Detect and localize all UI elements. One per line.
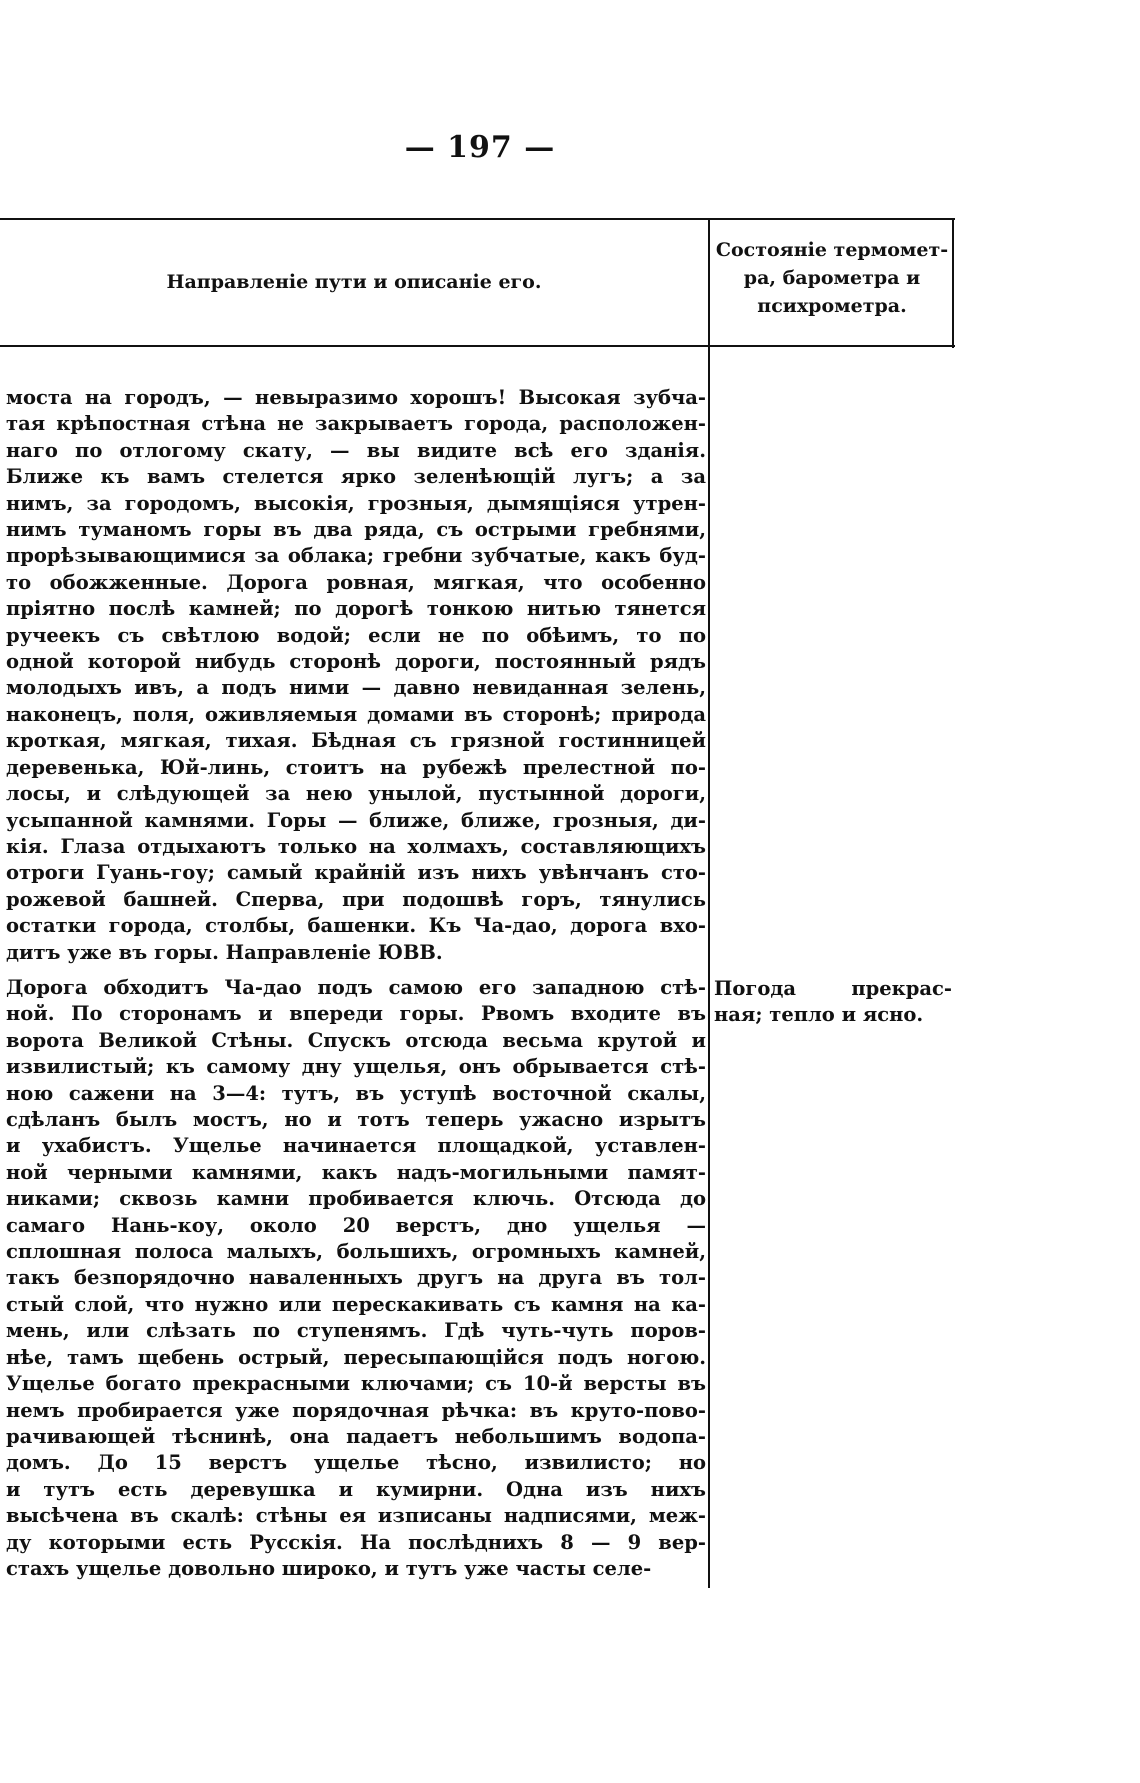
column-header-route <box>0 218 708 345</box>
text-line: рачивающей тѣснинѣ, она падаетъ небольшимъ водопа- <box>6 1424 706 1448</box>
route-paragraph-2 <box>6 975 706 1582</box>
text-line: стахъ ущелье довольно широко, и тутъ уже часты селе- <box>6 1556 652 1580</box>
text-line: домъ. До 15 верстъ ущелье тѣсно, извилисто; но <box>6 1451 706 1475</box>
text-line: усыпанной камнями. Горы — ближе, ближе, грозныя, ди- <box>6 808 706 832</box>
text-line: остатки города, столбы, башенки. Къ Ча-дао, дорога вхо- <box>6 914 706 938</box>
table-header-rule <box>0 345 955 347</box>
text-line: мень, или слѣзать по ступенямъ. Гдѣ чуть-чуть поров- <box>6 1319 706 1343</box>
text-line: деревенька, Юй-линь, стоитъ на рубежѣ прелестной по- <box>6 755 706 779</box>
text-line: рожевой башней. Сперва, при подошвѣ горъ, тянулись <box>6 887 706 911</box>
text-line: извилистый; къ самому дну ущелья, онъ обрывается стѣ- <box>6 1055 706 1079</box>
weather-note <box>714 976 952 1029</box>
text-line: немъ пробирается уже порядочная рѣчка: въ круто-пово- <box>6 1398 706 1422</box>
text-line: лосы, и слѣдующей за нею унылой, пустынной дороги, <box>6 782 706 806</box>
text-line: тая крѣпостная стѣна не закрываетъ города, расположен- <box>6 412 706 436</box>
text-line: сплошная полоса малыхъ, большихъ, огромныхъ камней, <box>6 1240 706 1264</box>
text-line: наго по отлогому скату, — вы видите всѣ его зданія. <box>6 438 706 462</box>
column-divider <box>708 218 710 1588</box>
column-header-instruments-line: психрометра. <box>757 295 907 317</box>
text-line: пріятно послѣ камней; по дорогѣ тонкою нитью тянется <box>6 597 706 621</box>
page-number: — 197 — <box>404 130 556 165</box>
column-header-route-text: Направленіе пути и описаніе его. <box>166 270 542 293</box>
text-line: ной черными камнями, какъ надъ-могильными памят- <box>6 1160 706 1184</box>
text-line: кія. Глаза отдыхаютъ только на холмахъ, составляющихъ <box>6 834 706 858</box>
column-header-instruments <box>710 236 954 320</box>
column-header-instruments-line: Состояніе термомет- <box>715 239 949 261</box>
text-line: наконецъ, поля, оживляемыя домами въ сторонѣ; природа <box>6 702 706 726</box>
route-paragraph-1 <box>6 385 706 966</box>
text-line: самаго Нань-коу, около 20 верстъ, дно ущелья — <box>6 1213 706 1237</box>
text-line: одной которой нибудь сторонѣ дороги, постоянный рядъ <box>6 650 706 674</box>
text-line: кроткая, мягкая, тихая. Бѣдная съ грязной гостинницей <box>6 729 706 753</box>
text-line: ная; тепло и ясно. <box>714 1003 924 1027</box>
text-line: ду которыми есть Русскія. На послѣднихъ 8 — 9 вер- <box>6 1530 706 1554</box>
text-line: нѣе, тамъ щебень острый, пересыпающійся подъ ногою. <box>6 1345 706 1369</box>
text-line: нимъ туманомъ горы въ два ряда, съ острыми гребнями, <box>6 518 706 542</box>
text-line: молодыхъ ивъ, а подъ ними — давно невиданная зелень, <box>6 676 706 700</box>
text-line: моста на городъ, — невыразимо хорошъ! Высокая зубча- <box>6 386 706 409</box>
text-line: ною сажени на 3—4: тутъ, въ уступѣ восточной скалы, <box>6 1081 706 1105</box>
text-line: Ближе къ вамъ стелется ярко зеленѣющій лугъ; а за <box>6 465 706 489</box>
text-line: высѣчена въ скалѣ: стѣны ея изписаны надписями, меж- <box>6 1504 706 1528</box>
text-line: ручеекъ съ свѣтлою водой; если не по обѣимъ, то по <box>6 623 706 647</box>
text-line: никами; сквозь камни пробивается ключь. Отсюда до <box>6 1187 706 1211</box>
text-line: прорѣзывающимися за облака; гребни зубчатые, какъ буд- <box>6 544 706 568</box>
text-line: Ущелье богато прекрасными ключами; съ 10-й версты въ <box>6 1372 706 1396</box>
text-line: нимъ, за городомъ, высокія, грозныя, дымящіяся утрен- <box>6 491 706 515</box>
text-line: ворота Великой Стѣны. Спускъ отсюда весьма крутой и <box>6 1028 706 1052</box>
text-line: сдѣланъ былъ мостъ, но и тотъ теперь ужасно изрытъ <box>6 1108 706 1132</box>
text-line: ной. По сторонамъ и впереди горы. Рвомъ входите въ <box>6 1002 706 1026</box>
column-header-instruments-line: ра, барометра и <box>743 267 921 289</box>
text-line: отроги Гуань-гоу; самый крайній изъ нихъ увѣнчанъ сто- <box>6 861 706 885</box>
text-line: и ухабистъ. Ущелье начинается площадкой, уставлен- <box>6 1134 706 1158</box>
text-line: то обожженные. Дорога ровная, мягкая, что особенно <box>6 570 706 594</box>
text-line: дитъ уже въ горы. Направленіе ЮВВ. <box>6 940 443 964</box>
text-line: такъ безпорядочно наваленныхъ другъ на друга въ тол- <box>6 1266 706 1290</box>
text-line: Погода прекрас- <box>714 977 952 1000</box>
text-line: и тутъ есть деревушка и кумирни. Одна изъ нихъ <box>6 1477 706 1501</box>
text-line: Дорога обходитъ Ча-дао подъ самою его западною стѣ- <box>6 976 706 999</box>
text-line: стый слой, что нужно или перескакивать съ камня на ка- <box>6 1292 706 1316</box>
